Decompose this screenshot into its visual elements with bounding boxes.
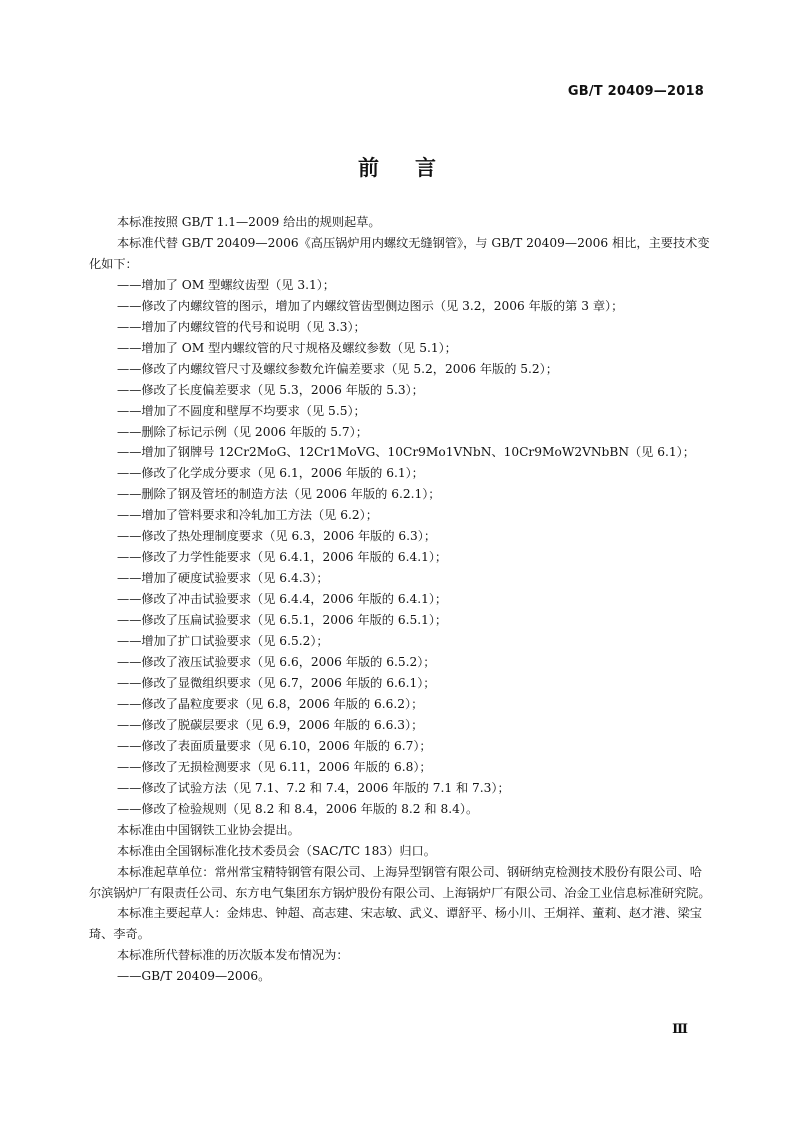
list-item: ——删除了标记示例（见 2006 年版的 5.7）；	[117, 424, 368, 439]
page-number: Ⅲ	[672, 1022, 688, 1037]
list-item: ——增加了 OM 型螺纹齿型（见 3.1）；	[117, 277, 335, 292]
list-item: ——修改了内螺纹管尺寸及螺纹参数允许偏差要求（见 5.2，2006 年版的 5.2）；	[117, 361, 558, 376]
list-item: ——增加了钢牌号 12Cr2MoG、12Cr1MoVG、10Cr9Mo1VNbN、10Cr9MoW2VNbBN（见 6.1）；	[117, 445, 695, 460]
list-item: ——增加了不圆度和壁厚不均要求（见 5.5）；	[117, 403, 366, 418]
list-item: ——修改了试验方法（见 7.1、7.2 和 7.4，2006 年版的 7.1 和 7.3）；	[117, 780, 510, 795]
changes-list	[89, 275, 713, 820]
list-item: ——修改了内螺纹管的图示，增加了内螺纹管齿型侧边图示（见 3.2，2006 年版的第 3 章）；	[117, 298, 624, 313]
list-item: ——修改了热处理制度要求（见 6.3，2006 年版的 6.3）；	[117, 529, 437, 544]
list-item: ——增加了硬度试验要求（见 6.4.3）；	[117, 571, 329, 586]
list-item: ——修改了液压试验要求（见 6.6，2006 年版的 6.5.2）；	[117, 655, 436, 670]
paragraph-version-history: 本标准所代替标准的历次版本发布情况为：	[117, 948, 349, 963]
paragraph-drafting-units: 本标准起草单位：常州常宝精特钢管有限公司、上海异型钢管有限公司、钢研纳克检测技术股份有限公司、哈尔滨锅炉厂有限责任公司、东方电气集团东方锅炉股份有限公司、上海锅炉厂有限公司、冶金工业信息标准研究院。	[89, 864, 711, 900]
list-item: ——修改了表面质量要求（见 6.10，2006 年版的 6.7）；	[117, 738, 432, 753]
paragraph-drafting-rules: 本标准按照 GB/T 1.1—2009 给出的规则起草。	[117, 215, 381, 229]
paragraph-replacement: 本标准代替 GB/T 20409—2006《高压锅炉用内螺纹无缝钢管》，与 GB/T 20409—2006 相比，主要技术变化如下：	[89, 235, 710, 271]
list-item: ——修改了长度偏差要求（见 5.3，2006 年版的 5.3）；	[117, 382, 424, 397]
list-item: ——删除了钢及管坯的制造方法（见 2006 年版的 6.2.1）；	[117, 487, 441, 502]
document-body	[89, 212, 713, 987]
list-item: ——修改了力学性能要求（见 6.4.1，2006 年版的 6.4.1）；	[117, 550, 448, 565]
history-item: ——GB/T 20409—2006。	[117, 969, 271, 984]
list-item: ——增加了 OM 型内螺纹管的尺寸规格及螺纹参数（见 5.1）；	[117, 340, 457, 355]
list-item: ——修改了显微组织要求（见 6.7，2006 年版的 6.6.1）；	[117, 675, 436, 690]
list-item: ——修改了晶粒度要求（见 6.8，2006 年版的 6.6.2）；	[117, 696, 424, 711]
list-item: ——修改了脱碳层要求（见 6.9，2006 年版的 6.6.3）；	[117, 717, 424, 732]
paragraph-proposer: 本标准由中国钢铁工业协会提出。	[117, 822, 300, 837]
list-item: ——增加了扩口试验要求（见 6.5.2）；	[117, 634, 329, 649]
list-item: ——修改了化学成分要求（见 6.1，2006 年版的 6.1）；	[117, 466, 424, 481]
paragraph-responsible-committee: 本标准由全国钢标准化技术委员会（SAC/TC 183）归口。	[117, 843, 436, 858]
list-item: ——修改了检验规则（见 8.2 和 8.4，2006 年版的 8.2 和 8.4）。	[117, 801, 479, 816]
list-item: ——修改了冲击试验要求（见 6.4.4，2006 年版的 6.4.1）；	[117, 592, 448, 607]
paragraph-drafters: 本标准主要起草人：金炜忠、钟超、高志建、宋志敏、武义、谭舒平、杨小川、王炯祥、董莉、赵才港、梁宝琦、李奇。	[89, 906, 702, 942]
list-item: ——增加了管料要求和冷轧加工方法（见 6.2）；	[117, 508, 378, 523]
page-title: 前言	[358, 156, 472, 180]
list-item: ——修改了压扁试验要求（见 6.5.1，2006 年版的 6.5.1）；	[117, 613, 448, 628]
standard-number: GB/T 20409—2018	[567, 84, 704, 99]
list-item: ——修改了无损检测要求（见 6.11，2006 年版的 6.8）；	[117, 759, 432, 774]
list-item: ——增加了内螺纹管的代号和说明（见 3.3）；	[117, 319, 366, 334]
